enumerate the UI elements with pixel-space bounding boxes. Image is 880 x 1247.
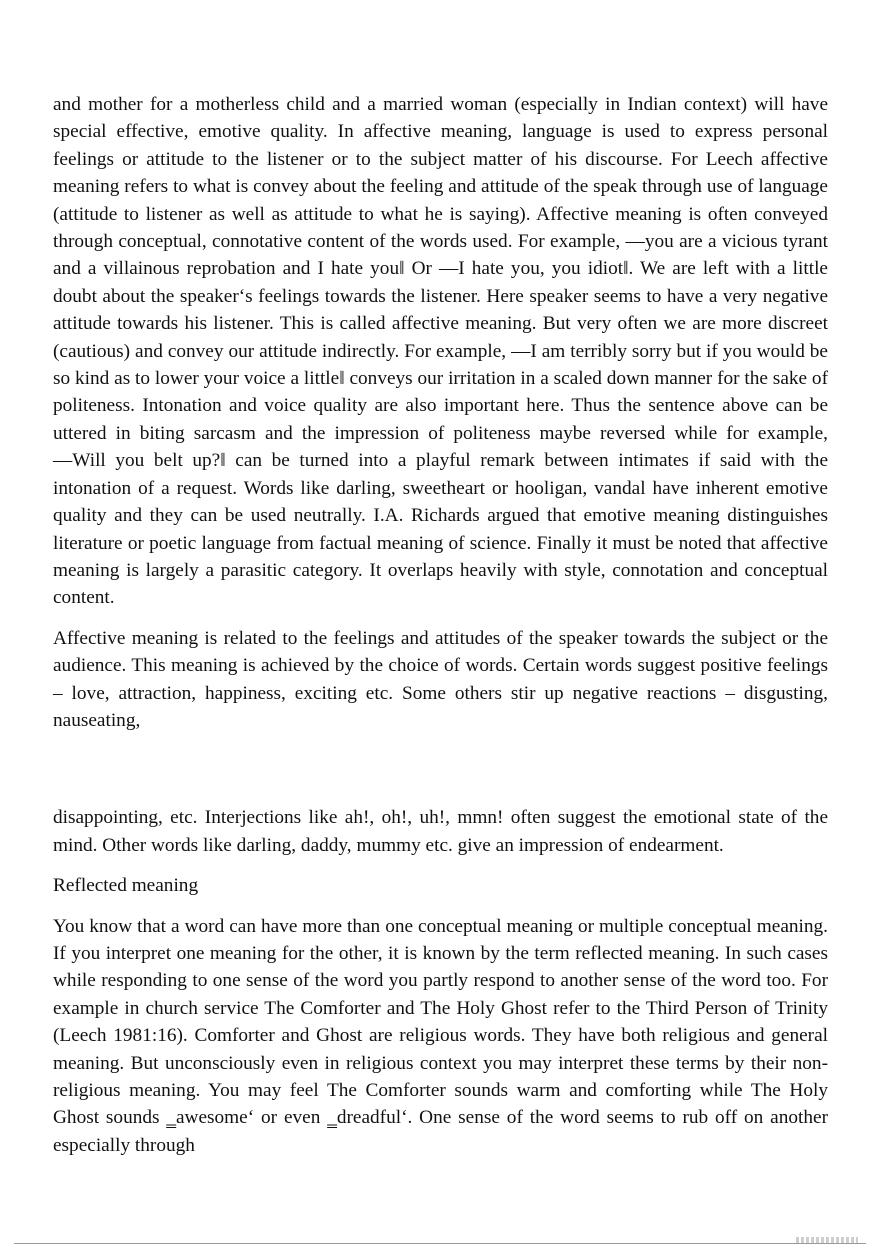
footer-mark: [796, 1237, 858, 1243]
section-heading-reflected-meaning: Reflected meaning: [53, 875, 199, 897]
paragraph-gap: [53, 900, 828, 913]
paragraph-affective-feelings: Affective meaning is related to the feelings and attitudes of the speaker towards the subject or the audience. This meaning is achieved by the choice of words. Certain words suggest positive feelings – love, attraction, happiness, exciting etc. Some others stir up negative reactions – disgusting, nauseating,: [53, 627, 828, 731]
page-break-gap: [53, 734, 828, 804]
paragraph-gap: [53, 612, 828, 625]
footer-rule: [14, 1243, 866, 1244]
paragraph-affective-meaning-continued: and mother for a motherless child and a married woman (especially in Indian context) will have special effective, emotive quality. In affective meaning, language is used to express personal feelings or attitude to the listener or to the subject matter of his discourse. For Leech affective meaning refers to what is convey about the feeling and attitude of the speak through use of language (attitude to listener as well as attitude to what he is saying). Affective meaning is often conveyed through conceptual, connotative content of the words used. For example, ―you are a vicious tyrant and a villainous reprobation and I hate you‖ Or ―I hate you, you idiot‖. We are left with a little doubt about the speaker‘s feelings towards the listener. Here speaker seems to have a very negative attitude towards his listener. This is called affective meaning. But very often we are more discreet (cautious) and convey our attitude indirectly. For example, ―I am terribly sorry but if you would be so kind as to lower your voice a little‖ conveys our irritation in a scaled down manner for the sake of politeness. Intonation and voice quality are also important here. Thus the sentence above can be uttered in biting sarcasm and the impression of politeness maybe reversed while for example, ―Will you belt up?‖ can be turned into a playful remark between intimates if said with the intonation of a request. Words like darling, sweetheart or hooligan, vandal have inherent emotive quality and they can be used neutrally. I.A. Richards argued that emotive meaning distinguishes literature or poetic language from factual meaning of science. Finally it must be noted that affective meaning is largely a parasitic category. It overlaps heavily with style, connotation and conceptual content.: [53, 94, 828, 609]
paragraph-interjections: disappointing, etc. Interjections like ah!, oh!, uh!, mmn! often suggest the emotional state of the mind. Other words like darling, daddy, mummy etc. give an impression of endearment.: [53, 807, 828, 856]
paragraph-reflected-meaning: You know that a word can have more than one conceptual meaning or multiple conceptual meaning. If you interpret one meaning for the other, it is known by the term reflected meaning. In such cases while responding to one sense of the word you partly respond to another sense of the word too. For example in church service The Comforter and The Holy Ghost refer to the Third Person of Trinity (Leech 1981:16). Comforter and Ghost are religious words. They have both religious and general meaning. But unconsciously even in religious context you may interpret these terms by their non-religious meaning. You may feel The Comforter sounds warm and comforting while The Holy Ghost sounds ‗awesome‘ or even ‗dreadful‘. One sense of the word seems to rub off on another especially through: [53, 915, 828, 1156]
paragraph-gap: [53, 859, 828, 872]
